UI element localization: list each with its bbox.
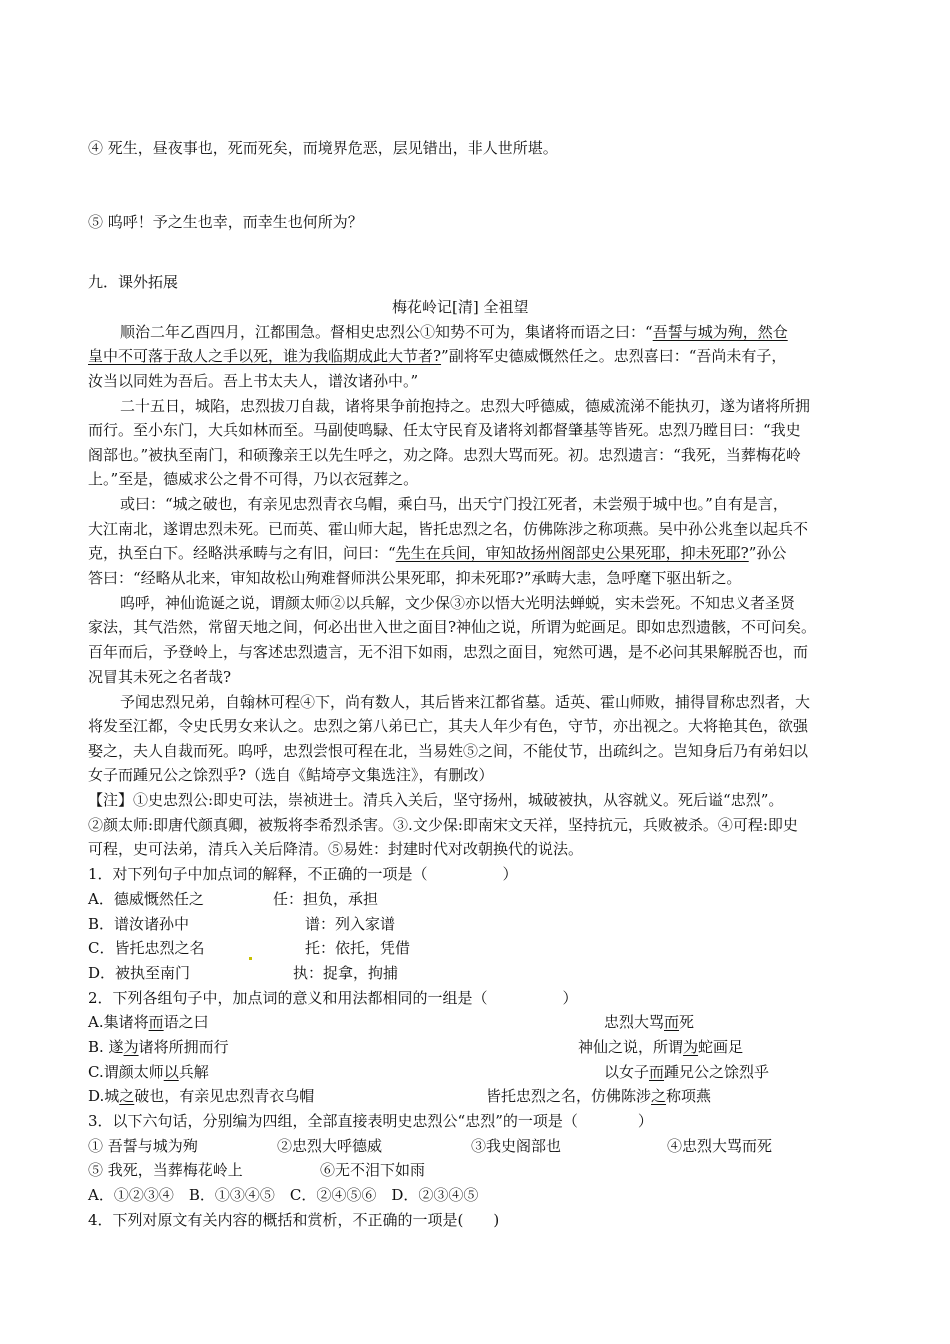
q1-option-b: B．谱汝诸孙中 [88, 915, 190, 933]
text: 诸将所拥而行 [138, 1038, 229, 1056]
q1-option-d-gloss: 执：捉拿，拘捕 [293, 964, 399, 982]
p2-line-3: 阁部也。”被执至南门，和硕豫亲王以先生呼之，劝之降。忠烈大骂而死。初。忠烈遗言：“我死，当葬梅花岭 [88, 446, 801, 464]
p3-line-2: 大江南北，遂谓忠烈未死。已而英、霍山师大起，皆托忠烈之名，仿佛陈涉之称项燕。吴中孙公兆奎以起兵不 [88, 520, 809, 538]
marked-word: 而 [148, 1013, 164, 1031]
p2-line-4: 上。”至是，德威求公之骨不可得，乃以衣冠葬之。 [88, 470, 419, 488]
p2-line-1: 二十五日，城陷，忠烈拔刀自裁，诸将果争前抱持之。忠烈大呼德威，德威流涕不能执刃，遂为诸将所拥 [120, 397, 811, 415]
p4-line-1: 呜呼，神仙诡诞之说，谓颜太师②以兵解，文少保③亦以悟大光明法蝉蜕，实未尝死。不知忠义者圣贤 [120, 594, 796, 612]
notes-line-3: 可程，史可法弟，清兵入关后降清。⑤易姓：封建时代对改朝换代的说法。 [88, 840, 584, 858]
p1-line-1 [120, 321, 788, 343]
text: C.谓颜太师 [88, 1063, 164, 1081]
marked-word: 为 [683, 1038, 699, 1056]
q3-item-5: ⑤ 我死，当葬梅花岭上 [88, 1161, 243, 1179]
p4-line-2: 家法，其气浩然，常留天地之间，何必出世入世之面目?神仙之说，所谓为蛇画足。即如忠烈遗骸，不可问矣。 [88, 618, 817, 636]
marked-word: 而 [664, 1013, 680, 1031]
q3-options: A．①②③④ B．①③④⑤ C．②④⑤⑥ D．②③④⑤ [88, 1186, 479, 1204]
q2-option-c-right [604, 1061, 769, 1083]
notes-line-1: 【注】①史忠烈公:即史可法，崇祯进士。清兵入关后，坚守扬州，城破被执，从容就义。死后谥“忠烈”。 [88, 791, 784, 809]
q2-option-b-right [578, 1036, 743, 1058]
text: A.集诸将 [88, 1013, 149, 1031]
p3-line-4: 答曰：“经略从北来，审知故松山殉难督师洪公果死耶，抑未死耶?”承畴大恚，急呼麾下驱出斩之。 [88, 569, 742, 587]
marked-word: 之 [119, 1087, 135, 1105]
p3-underlined-quote: 先生在兵间，审知故扬州阁部史公果死耶，抑未死耶? [395, 544, 749, 562]
question-4-sentence: ④ 死生，昼夜事也，死而死矣，而境界危恶，层见错出，非人世所堪。 [88, 139, 558, 157]
q3-item-4: ④忠烈大骂而死 [667, 1137, 773, 1155]
text: B. 遂 [88, 1038, 124, 1056]
q2-option-d-right [486, 1085, 711, 1107]
p5-line-2: 将发至江都，令史氏男女来认之。忠烈之第八弟已亡，其夫人年少有色，守节，亦出视之。大将艳其色，欲强 [88, 717, 809, 735]
q1-option-c-gloss: 托：依托，凭借 [305, 939, 411, 957]
text: 称项燕 [666, 1087, 712, 1105]
q3-item-2: ②忠烈大呼德威 [277, 1137, 383, 1155]
text: 语之曰 [163, 1013, 209, 1031]
text: 皆托忠烈之名，仿佛陈涉 [486, 1087, 652, 1105]
passage-title: 梅花岭记[清] 全祖望 [392, 298, 529, 316]
p1-text: 顺治二年乙酉四月，江都围急。督相史忠烈公①知势不可为，集诸将而语之曰：“ [120, 323, 653, 341]
q2-option-b-left [88, 1036, 229, 1058]
p1-line-2 [88, 345, 786, 367]
q3-item-6: ⑥无不泪下如雨 [320, 1161, 426, 1179]
text: 死 [679, 1013, 695, 1031]
p2-line-2: 而行。至小东门，大兵如林而至。马副使鸣騄、任太守民育及诸将刘都督肇基等皆死。忠烈乃瞠目曰：“我史 [88, 421, 801, 439]
p3-line-1: 或曰：“城之破也，有亲见忠烈青衣乌帽，乘白马，出天宁门投江死者，未尝殒于城中也。”自有是言， [120, 495, 788, 513]
p4-line-3: 百年而后，予登岭上，与客述忠烈遗言，无不泪下如雨，忠烈之面目，宛然可遇，是不必问其果解脱否也，而 [88, 643, 809, 661]
p5-line-3: 娶之，夫人自裁而死。呜呼，忠烈尝恨可程在北，当易姓⑤之间，不能仗节，出疏纠之。岂知身后乃有弟妇以 [88, 742, 809, 760]
marked-word: 而 [649, 1063, 665, 1081]
p3-line-3 [88, 542, 786, 564]
p1-underlined-quote-cont: 皇中不可落于敌人之手以死，谁为我临期成此大节者? [88, 347, 442, 365]
p5-line-4: 女子而踵兄公之馀烈乎?（选自《鲒埼亭文集选注》，有删改） [88, 766, 494, 784]
text: 忠烈大骂 [604, 1013, 665, 1031]
p3-text-2: ”孙公 [748, 544, 787, 562]
text: D.城 [88, 1087, 120, 1105]
q3-stem: 3．以下六句话，分别编为四组，全部直接表明史忠烈公“忠烈”的一项是（ ） [88, 1112, 653, 1130]
q1-option-a: A．德威慨然任之 [88, 890, 204, 908]
q2-option-d-left [88, 1085, 314, 1107]
marked-word: 以 [163, 1063, 179, 1081]
text: 破也，有亲见忠烈青衣乌帽 [134, 1087, 315, 1105]
p4-line-4: 况冒其未死之名者哉? [88, 668, 232, 686]
q3-item-1: ① 吾誓与城为殉 [88, 1137, 198, 1155]
q2-stem: 2．下列各组句子中，加点词的意义和用法都相同的一组是（ ） [88, 989, 578, 1007]
notes-line-2: ②颜太师:即唐代颜真卿，被叛将李希烈杀害。③.文少保:即南宋文天祥，坚持抗元，兵败被杀。④可程:即史 [88, 816, 798, 834]
stray-mark [249, 957, 252, 960]
q1-option-a-gloss: 任：担负，承担 [273, 890, 379, 908]
q3-item-3: ③我史阁部也 [471, 1137, 562, 1155]
p1-underlined-quote: 吾誓与城为殉，然仓 [652, 323, 788, 341]
q2-option-a-left [88, 1011, 209, 1033]
text: 以女子 [604, 1063, 650, 1081]
p1-text-2: ”副将军史德威慨然任之。忠烈喜曰：“吾尚未有子， [441, 347, 787, 365]
q1-option-d: D．被执至南门 [88, 964, 191, 982]
p1-line-3: 汝当以同姓为吾后。吾上书太夫人，谱汝诸孙中。” [88, 372, 419, 390]
q1-stem: 1．对下列句子中加点词的解释，不正确的一项是（ ） [88, 865, 518, 883]
q4-stem: 4．下列对原文有关内容的概括和赏析，不正确的一项是( ) [88, 1211, 500, 1229]
p5-line-1: 予闻忠烈兄弟，自翰林可程④下，尚有数人，其后皆来江都省墓。适英、霍山师败，捕得冒称忠烈者，大 [120, 693, 811, 711]
text: 蛇画足 [698, 1038, 744, 1056]
text: 踵兄公之馀烈乎 [664, 1063, 770, 1081]
p3-text: 克，执至白下。经略洪承畴与之有旧，问曰：“ [88, 544, 396, 562]
question-5-sentence: ⑤ 呜呼！予之生也幸，而幸生也何所为？ [88, 213, 363, 231]
text: 兵解 [178, 1063, 209, 1081]
q1-option-c: C．皆托忠烈之名 [88, 939, 205, 957]
q2-option-a-right [604, 1011, 694, 1033]
q1-option-b-gloss: 谱：列入家谱 [305, 915, 396, 933]
section-heading: 九．课外拓展 [88, 273, 179, 291]
marked-word: 为 [123, 1038, 139, 1056]
marked-word: 之 [651, 1087, 667, 1105]
text: 神仙之说，所谓 [578, 1038, 684, 1056]
q2-option-c-left [88, 1061, 209, 1083]
